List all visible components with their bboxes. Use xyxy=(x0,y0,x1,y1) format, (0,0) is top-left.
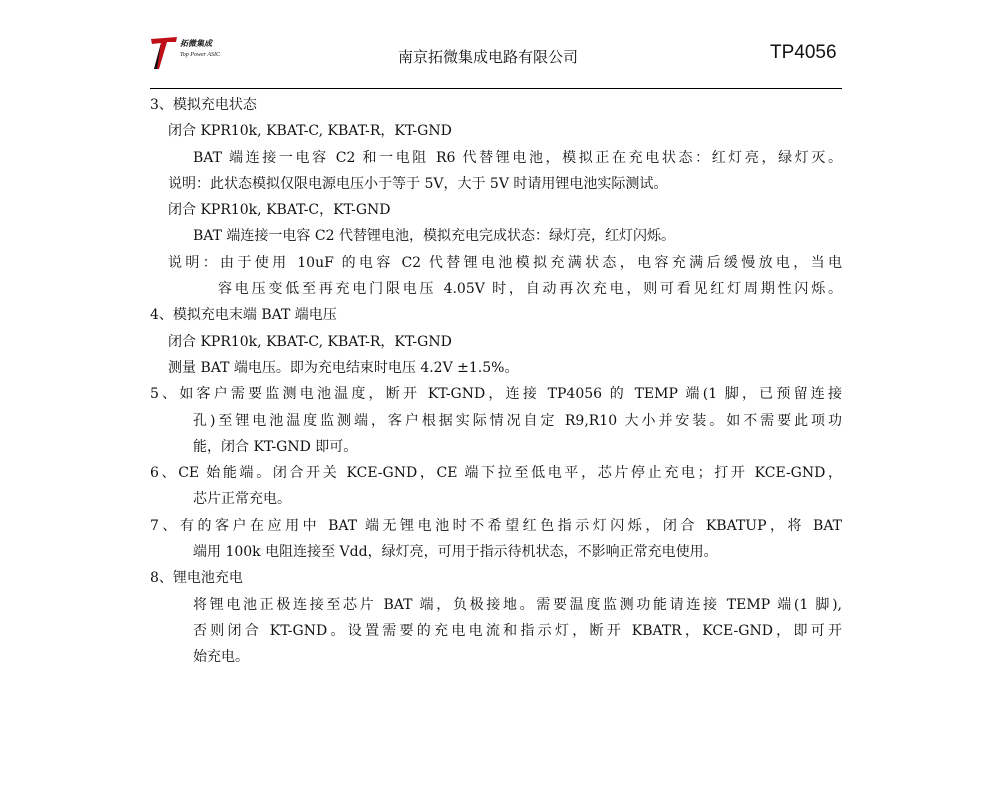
model-number: TP4056 xyxy=(770,42,837,63)
logo-chinese-text: 拓微集成 xyxy=(180,39,212,48)
paragraph-line: 始充电。 xyxy=(193,649,249,666)
paragraph-line: 闭合 KPR10k, KBAT-C, KBAT-R，KT-GND xyxy=(168,333,452,350)
paragraph-line: 能，闭合 KT-GND 即可。 xyxy=(193,438,358,455)
paragraph-line: 芯片正常充电。 xyxy=(193,491,291,508)
logo-mark-icon xyxy=(150,36,180,70)
paragraph-line: 闭合 KPR10k, KBAT-C, KBAT-R，KT-GND xyxy=(168,123,452,140)
section-heading: 5、如客户需要监测电池温度，断开 KT-GND，连接 TP4056 的 TEMP 端(1 脚，已预留连接 xyxy=(150,386,842,403)
paragraph-line: 闭合 KPR10k, KBAT-C，KT-GND xyxy=(168,202,391,219)
note-line: 容电压变低至再充电门限电压 4.05V 时，自动再次充电，则可看见红灯周期性闪烁。 xyxy=(218,281,842,298)
document-body xyxy=(150,92,842,671)
header-divider xyxy=(150,88,842,89)
note-line: 说明：此状态模拟仅限电源电压小于等于 5V，大于 5V 时请用锂电池实际测试。 xyxy=(168,175,668,192)
section-heading: 7、有的客户在应用中 BAT 端无锂电池时不希望红色指示灯闪烁，闭合 KBATUP，将 BAT xyxy=(150,517,842,534)
section-heading: 3、模拟充电状态 xyxy=(150,97,257,113)
section-heading: 6、CE 始能端。闭合开关 KCE-GND，CE 端下拉至低电平，芯片停止充电；打开 KCE-GND， xyxy=(150,465,842,482)
paragraph-line: 端用 100k 电阻连接至 Vdd，绿灯亮，可用于指示待机状态，不影响正常充电使用。 xyxy=(193,544,718,561)
paragraph-line: 测量 BAT 端电压。即为充电结束时电压 4.2V ±1.5%。 xyxy=(168,359,519,376)
paragraph-line: 孔)至锂电池温度监测端，客户根据实际情况自定 R9,R10 大小并安装。如不需要此项功 xyxy=(193,412,842,429)
paragraph-line: BAT 端连接一电容 C2 和一电阻 R6 代替锂电池，模拟正在充电状态：红灯亮，绿灯灭。 xyxy=(193,149,842,166)
section-heading: 4、模拟充电末端 BAT 端电压 xyxy=(150,307,337,324)
company-logo xyxy=(150,36,230,70)
paragraph-line: 否则闭合 KT-GND。设置需要的充电电流和指示灯，断开 KBATR，KCE-GND，即可开 xyxy=(193,622,842,639)
section-heading: 8、锂电池充电 xyxy=(150,570,243,587)
paragraph-line: BAT 端连接一电容 C2 代替锂电池，模拟充电完成状态：绿灯亮，红灯闪烁。 xyxy=(193,228,675,245)
company-name: 南京拓微集成电路有限公司 xyxy=(398,48,579,66)
note-line: 说明：由于使用 10uF 的电容 C2 代替锂电池模拟充满状态，电容充满后缓慢放电，当电 xyxy=(168,254,842,271)
logo-english-text: Top Power ASIC xyxy=(180,52,221,58)
paragraph-line: 将锂电池正极连接至芯片 BAT 端，负极接地。需要温度监测功能请连接 TEMP 端(1 脚), xyxy=(193,596,842,613)
